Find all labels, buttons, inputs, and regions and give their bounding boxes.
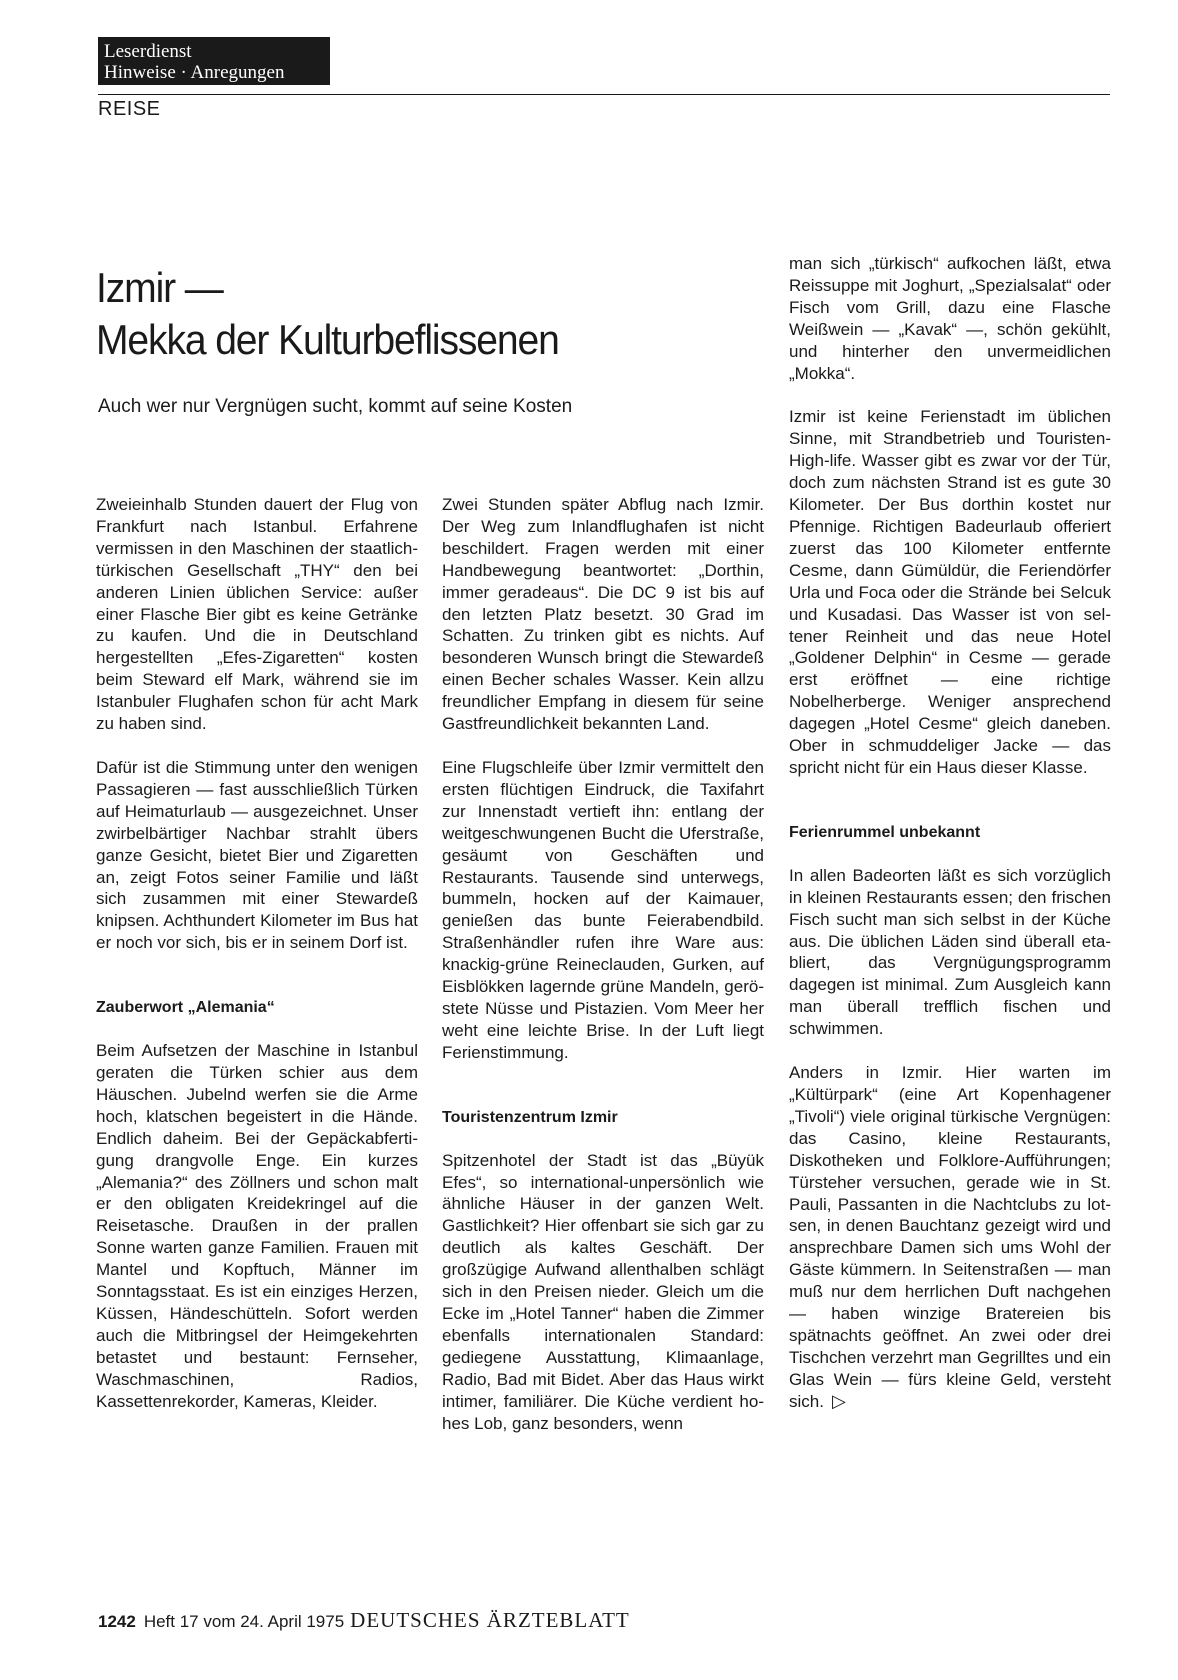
issue-info: Heft 17 vom 24. April 1975 (143, 1612, 345, 1631)
title-line-1: Izmir — (96, 264, 223, 311)
column-3 (789, 253, 1111, 1413)
continue-arrow-icon: ▷ (831, 1390, 846, 1411)
subheading-touristenzentrum: Touristenzentrum Izmir (442, 1108, 618, 1126)
page-number: 1242 (98, 1612, 136, 1631)
paragraph: In allen Badeorten läßt es sich vorzüglich in kleinen Restaurants essen; den frischen Fisch sucht man sich selbst in der Küche aus. Die üblichen Läden sind überall etabliert, das Vergnügungsprogramm dagegen ist minimal. Zum Ausgleich kann man überall trefflich fischen und schwimmen. (789, 865, 1111, 1039)
paragraph-text: Anders in Izmir. Hier warten im „Kültürpark“ (eine Art Kopenhagener „Tivoli“) viele original türkische Vergnügen: das Casino, kleine Restaurants, Diskotheken und Folklore-Aufführungen; Türsteher versuchen, gerade wie in St. Pauli, Passanten in die Nachtclubs zu lotsen, in denen Bauchtanz gezeigt wird und ansprechbare Damen sich ums Wohl der Gäste kümmern. In Seitenstraßen — man muß nur dem herrlichen Duft nachgehen — haben winzige Bratereien bis spätnachts geöffnet. An zwei oder drei Tischchen verzehrt man Gegrilltes und ein Glas Wein — fürs kleine Geld, versteht sich. (789, 1063, 1111, 1411)
column-1 (96, 494, 418, 1413)
column-2 (442, 494, 764, 1434)
journal-name: DEUTSCHES ÄRZTEBLATT (350, 1608, 630, 1632)
paragraph: Zweieinhalb Stunden dauert der Flug von Frankfurt nach Istanbul. Erfahrene vermissen in den Maschinen der staatlich-türkischen Gesellschaft „THY“ den bei anderen Linien üblichen Service: außer einer Flasche Bier gibt es keine Getränke zu kaufen. Und die in Deutschland hergestellten „Efes-Zigaretten“ kosten beim Steward elf Mark, während sie im Istanbuler Flughafen schon für acht Mark zu haben sind. (96, 495, 418, 734)
article-title (96, 262, 691, 366)
article-subtitle: Auch wer nur Vergnügen sucht, kommt auf seine Kosten (98, 396, 573, 417)
subheading-zauberwort: Zauberwort „Alemania“ (96, 999, 275, 1017)
badge-line-1: Leserdienst (104, 41, 192, 62)
paragraph: man sich „türkisch“ aufkochen läßt, etwa Reissuppe mit Joghurt, „Spezialsalat“ oder Fisch vom Grill, dazu eine Flasche Weißwein — „Kavak“ —, schön gekühlt, und hinterher den unvermeidlichen „Mokka“. (789, 254, 1111, 383)
section-label: REISE (98, 98, 161, 120)
paragraph: Zwei Stunden später Abflug nach Izmir. Der Weg zum Inlandflughafen ist nicht beschildert. Fragen werden mit einer Handbewegung beantwortet: „Dorthin, immer geradeaus“. Die DC 9 ist bis auf den letzten Platz besetzt. 30 Grad im Schatten. Zu trinken gibt es nichts. Auf besonderen Wunsch bringt die Stewardeß einen Becher schales Wasser. Kein allzu freundlicher Empfang in diesem für seine Gastfreundlichkeit bekannten Land. (442, 495, 764, 734)
paragraph-last (789, 1062, 1111, 1413)
header-rule (98, 94, 1110, 95)
paragraph: Beim Aufsetzen der Maschine in Istanbul geraten die Türken schier aus dem Häuschen. Jubelnd werfen sie die Arme hoch, klatschen begeistert in die Hände. Endlich daheim. Bei der Gepäckabfertigung drangvolle Enge. Ein kurzes „Alemania?“ des Zöllners und schon malt er den obligaten Kreidekringel auf die Reisetasche. Draußen in der prallen Sonne warten ganze Familien. Frauen mit Mantel und Kopftuch, Männer im Sonntagsstaat. Es ist ein einziges Herzen, Küssen, Händeschütteln. Sofort werden auch die Mitbringsel der Heimgekehrten betastet und bestaunt: Fernseher, Waschmaschinen, Radios, Kassettenrekorder, Kameras, Kleider. (96, 1041, 418, 1411)
paragraph: Eine Flugschleife über Izmir vermittelt den ersten flüchtigen Eindruck, die Taxifahrt zur Innenstadt vertieft ihn: entlang der weitgeschwungenen Bucht die Uferstraße, gesäumt von Geschäften und Restaurants. Tausende sind unterwegs, bummeln, hocken auf der Kaimauer, genießen das bunte Feierabendbild. Straßenhändler rufen ihre Ware aus: knackig-grüne Reineclauden, Gurken, auf Eisblökken lagernde grüne Mandeln, geröstete Nüsse und Pistazien. Vom Meer her weht eine leichte Brise. In der Luft liegt Ferienstimmung. (442, 757, 764, 1062)
badge-line-2: Hinweise · Anregungen (104, 62, 285, 83)
paragraph: Spitzenhotel der Stadt ist das „Büyük Efes“, so international-unpersönlich wie ähnliche Häuser in der ganzen Welt. Gastlichkeit? Hier offenbart sie sich gar zu deutlich als kaltes Geschäft. Der großzügige Aufwand allenthalben schlägt sich in den Preisen nieder. Gleich um die Ecke im „Hotel Tanner“ haben die Zimmer ebenfalls internationalen Standard: gediegene Ausstattung, Klimaanlage, Radio, Bad mit Bidet. Aber das Haus wirkt intimer, familiärer. Die Küche verdient hohes Lob, ganz besonders, wenn (442, 1150, 764, 1433)
footer (98, 1608, 630, 1633)
paragraph: Izmir ist keine Ferienstadt im üblichen Sinne, mit Strandbetrieb und Touristen-High-life. Wasser gibt es zwar vor der Tür, doch zum nächsten Strand ist es gute 30 Kilometer. Der Bus dorthin kostet nur Pfennige. Richtigen Badeurlaub offeriert zuerst das 100 Kilometer entfernte Cesme, dann Gümüldür, die Feriendörfer Urla und Foca oder die Strände bei Selcuk und Kusadasi. Das Wasser ist von seltener Reinheit und das neue Hotel „Goldener Delphin“ in Cesme — gerade erst eröffnet — eine richtige Nobelherberge. Weniger ansprechend dagegen „Hotel Cesme“ gleich daneben. Ober in schmuddeliger Jacke — das spricht nicht für ein Haus dieser Klasse. (789, 407, 1111, 777)
leserdienst-badge (98, 37, 330, 85)
paragraph: Dafür ist die Stimmung unter den wenigen Passagieren — fast ausschließlich Türken auf Heimaturlaub — ausgezeichnet. Unser zwirbelbärtiger Nachbar strahlt übers ganze Gesicht, bietet Bier und Zigaretten an, zeigt Fotos seiner Familie und läßt sich zusammen mit einer Stewardeß knipsen. Achthundert Kilometer im Bus hat er noch vor sich, bis er in seinem Dorf ist. (96, 757, 418, 953)
subheading-ferienrummel: Ferienrummel unbekannt (789, 823, 981, 841)
title-line-2: Mekka der Kulturbeflissenen (96, 316, 559, 363)
